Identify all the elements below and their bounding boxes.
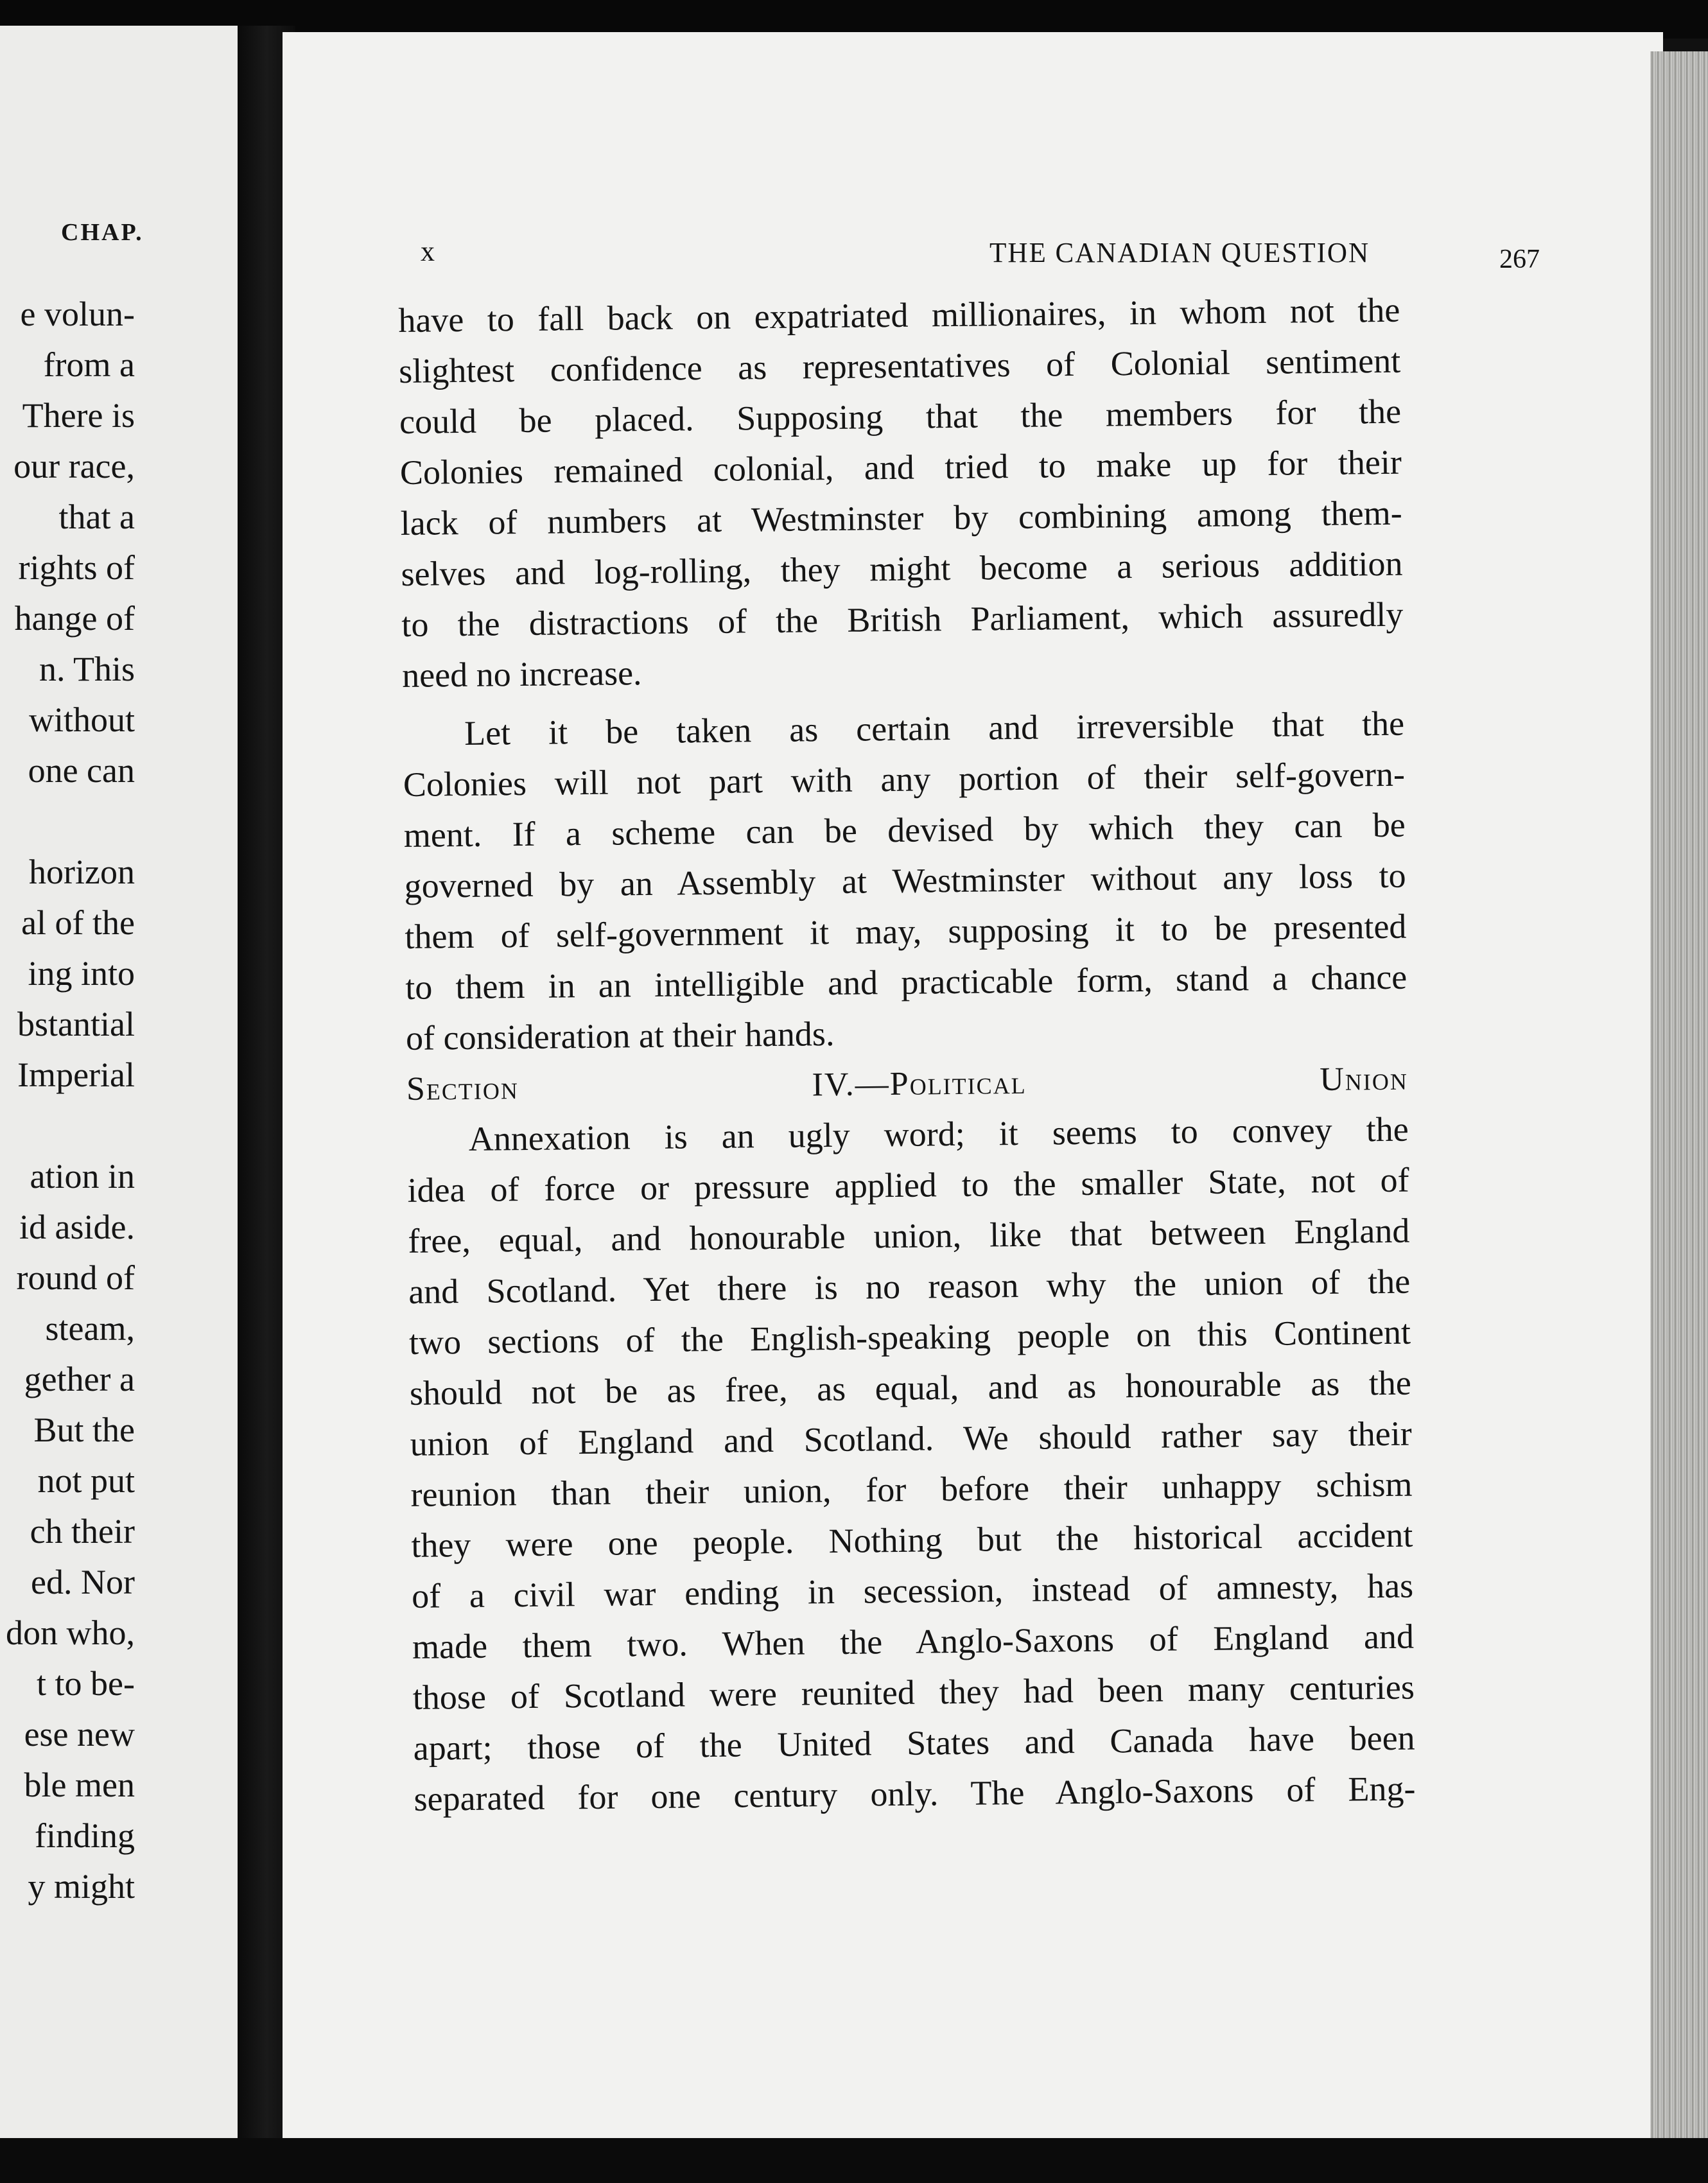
left-page-line: [6, 796, 135, 847]
text-line: separated for one century only. The Anglo-Saxons of Eng-: [414, 1769, 1416, 1818]
left-page-line: one can: [28, 751, 135, 790]
text-line: union of England and Scotland. We should rather say their: [410, 1414, 1412, 1463]
left-page-line: y might: [28, 1867, 135, 1906]
left-page-line: But the: [33, 1411, 135, 1449]
text-line: Let it be taken as certain and irreversible that the: [464, 704, 1405, 752]
left-page-line: t to be-: [37, 1664, 135, 1703]
text-line: to the distractions of the British Parliament, which assuredly: [401, 595, 1404, 644]
left-page-line: ese new: [24, 1715, 135, 1753]
section-heading: Section IV.—Political Union: [406, 1060, 1409, 1108]
left-page-line: ch their: [30, 1512, 135, 1551]
text-line: of consideration at their hands.: [405, 1014, 835, 1057]
text-line: and Scotland. Yet there is no reason why the union of the: [408, 1262, 1411, 1311]
text-line: should not be as free, as equal, and as honourable as the: [409, 1363, 1412, 1413]
text-line: could be placed. Supposing that the members for the: [399, 392, 1402, 441]
left-page-line: ed. Nor: [31, 1563, 135, 1601]
text-line: selves and log-rolling, they might become a serious addition: [401, 544, 1403, 593]
left-page-line: ation in: [30, 1157, 135, 1196]
left-page-line: that a: [58, 498, 135, 536]
page-edges: [1650, 51, 1708, 2151]
left-page-line: id aside.: [19, 1208, 135, 1246]
left-page-line: our race,: [13, 447, 135, 485]
text-line: apart; those of the United States and Canada have been: [413, 1718, 1415, 1768]
left-page-chap-label: CHAP.: [61, 219, 144, 246]
left-page-line: without: [28, 700, 135, 739]
text-line: lack of numbers at Westminster by combining among them-: [400, 493, 1402, 543]
running-title: THE CANADIAN QUESTION: [989, 237, 1370, 268]
left-page-line: hange of: [14, 599, 135, 638]
text-line: of a civil war ending in secession, instead of amnesty, has: [411, 1566, 1414, 1615]
left-page-line: round of: [16, 1258, 135, 1297]
left-page-line: [6, 1100, 135, 1151]
left-page-line: ble men: [24, 1766, 135, 1804]
left-page-line: from a: [43, 345, 135, 384]
left-page-line: ing into: [28, 954, 135, 993]
paragraph-2: [403, 699, 1408, 1064]
scan-border-bottom: [0, 2138, 1708, 2183]
text-line: ment. If a scheme can be devised by which they can be: [403, 805, 1406, 855]
chapter-numeral: x: [421, 236, 435, 267]
paragraph-1: [398, 285, 1404, 701]
text-line: need no increase.: [401, 654, 642, 695]
text-line: slightest confidence as representatives of Colonial sentiment: [398, 341, 1401, 390]
left-page-line: n. This: [39, 650, 135, 688]
text-line: idea of force or pressure applied to the smaller State, not of: [407, 1160, 1409, 1210]
left-page-line: Imperial: [17, 1056, 135, 1094]
text-line: have to fall back on expatriated millionaires, in whom not the: [398, 290, 1400, 340]
left-page-line: e volun-: [20, 295, 135, 333]
text-line: reunion than their union, for before their unhappy schism: [410, 1465, 1413, 1514]
left-page-line: finding: [35, 1816, 135, 1855]
left-page-text-fragments: [6, 289, 135, 1912]
text-line: to them in an intelligible and practicable form, stand a chance: [405, 957, 1407, 1007]
text-line: Colonies remained colonial, and tried to make up for their: [399, 442, 1402, 492]
page-number: 267: [1499, 245, 1540, 274]
left-page-line: steam,: [45, 1309, 135, 1348]
left-page-line: al of the: [21, 903, 135, 942]
text-line: Annexation is an ugly word; it seems to convey the: [468, 1109, 1409, 1158]
left-page-line: horizon: [29, 853, 135, 891]
left-page-line: not put: [37, 1461, 135, 1500]
left-page: [0, 26, 244, 2170]
right-page: [283, 32, 1663, 2157]
running-head: [421, 225, 1663, 276]
text-line: them of self-government it may, supposing it to be presented: [405, 907, 1407, 956]
text-line: Colonies will not part with any portion of their self-govern-: [403, 754, 1406, 804]
left-page-line: There is: [22, 396, 135, 435]
paragraph-3: [406, 1104, 1415, 1825]
text-line: governed by an Assembly at Westminster without any loss to: [404, 856, 1406, 905]
text-line: two sections of the English-speaking people on this Continent: [408, 1312, 1411, 1362]
text-line: they were one people. Nothing but the historical accident: [411, 1515, 1413, 1565]
text-line: those of Scotland were reunited they had been many centuries: [412, 1667, 1415, 1717]
left-page-line: gether a: [24, 1360, 135, 1398]
left-page-line: don who,: [6, 1613, 135, 1652]
text-line: free, equal, and honourable union, like that between England: [408, 1211, 1410, 1260]
text-line: made them two. When the Anglo-Saxons of England and: [412, 1617, 1415, 1666]
left-page-line: rights of: [18, 548, 135, 587]
body-text: [398, 285, 1416, 1825]
left-page-line: bstantial: [17, 1005, 135, 1043]
